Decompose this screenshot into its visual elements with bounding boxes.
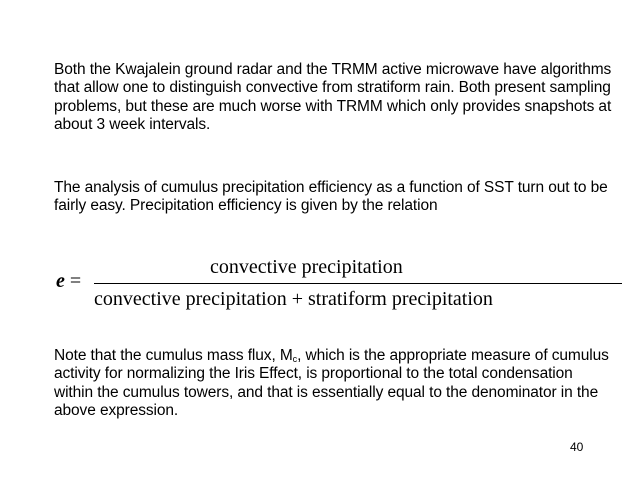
equation-numerator: convective precipitation [210,256,403,278]
paragraph-radar-algorithms: Both the Kwajalein ground radar and the TRMM active microwave have algorithms that allow one to distinguish convective from stratiform rain. Both present sampling problems, but these are much worse with TRMM which only provides snapshots at about 3 week intervals. [54,61,612,134]
equation-lhs [56,270,81,293]
equation-variable: e [56,270,65,292]
paragraph-mass-flux-rest: , which is the appropriate measure of cumulus activity for normalizing the Iris Effect, is proportional to the total condensation within the cumulus towers, and that is essentially equal to the denominator in the above expression. [54,347,609,420]
paragraph-mass-flux [54,347,614,421]
mass-flux-subscript: c [292,354,298,364]
page-number: 40 [570,440,584,454]
paragraph-mass-flux-start: Note that the cumulus mass flux, M [54,347,293,364]
fraction-bar [94,283,622,284]
equation-denominator: convective precipitation + stratiform precipitation [94,288,493,310]
paragraph-precipitation-efficiency: The analysis of cumulus precipitation efficiency as a function of SST turn out to be fairly easy. Precipitation efficiency is given by the relation [54,179,608,215]
efficiency-equation [50,256,610,316]
equation-equals-sign: = [69,270,82,292]
